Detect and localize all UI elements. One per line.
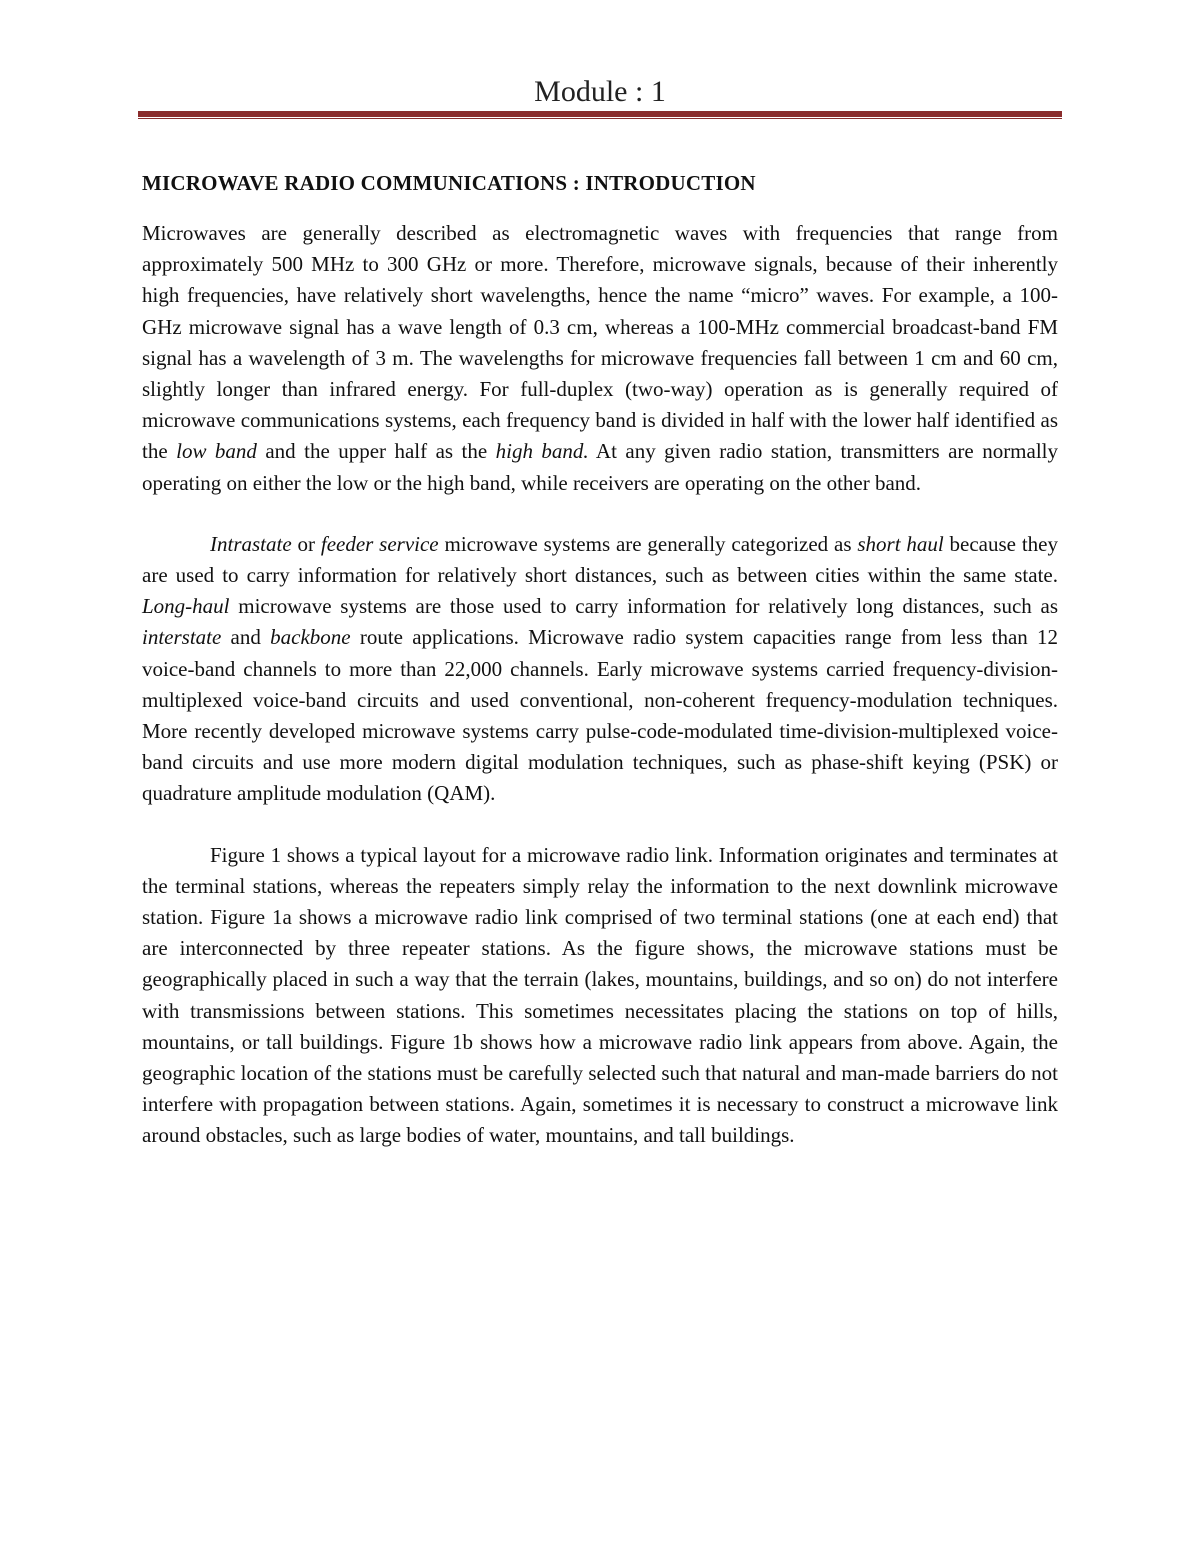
paragraph-radio-link-layout [142, 840, 1058, 1152]
paragraph-introduction [142, 218, 1058, 499]
emphasis-low-band: low band [176, 439, 257, 464]
header-rule [138, 111, 1062, 117]
section-heading: MICROWAVE RADIO COMMUNICATIONS : INTRODUCTION [142, 171, 756, 195]
emphasis-high-band: high band. [495, 439, 589, 464]
paragraph-text: and [221, 625, 271, 650]
page-header-title: Module : 1 [534, 75, 666, 108]
paragraph-text: Figure 1 shows a typical layout for a microwave radio link. Information originates and terminates at the terminal stations, whereas the repeaters simply relay the information to the next downlink microwave station. Figure 1a shows a microwave radio link comprised of two terminal stations (one at each end) that are interconnected by three repeater stations. As the figure shows, the microwave stations must be geographically placed in such a way that the terrain (lakes, mountains, buildings, and so on) do not interfere with transmissions between stations. This sometimes necessitates placing the stations on top of hills, mountains, or tall buildings. Figure 1b shows how a microwave radio link appears from above. Again, the geographic location of the stations must be carefully selected such that natural and man-made barriers do not interfere with propagation between stations. Again, sometimes it is necessary to construct a microwave link around obstacles, such as large bodies of water, mountains, and tall buildings. [142, 842, 1058, 1148]
emphasis-interstate: interstate [142, 625, 222, 650]
emphasis-backbone: backbone [270, 625, 351, 650]
paragraph-text: route applications. Microwave radio system capacities range from less than 12 voice-band channels to more than 22,000 channels. Early microwave systems carried frequency-division- multiplexed voice-band circuits and used conventional, non-coherent frequency-modulation techniques. More recently developed microwave systems carry pulse-code-modulated time-division-multiplexed voice-band circuits and use more modern digital modulation techniques, such as phase-shift keying (PSK) or quadrature amplitude modulation (QAM). [142, 625, 1059, 806]
paragraph-text: and the upper half as the [256, 439, 496, 464]
emphasis-feeder-service: feeder service [320, 531, 439, 556]
paragraph-text: microwave systems are generally categorized as [438, 531, 858, 556]
paragraph-text: At any given radio station, transmitters are normally operating on either the low or the high band, while receivers are operating on the other band. [142, 439, 1059, 495]
emphasis-short-haul: short haul [857, 531, 944, 556]
paragraph-text: microwave systems are those used to carry information for relatively long distances, such as [229, 594, 1058, 619]
document-body [142, 168, 1058, 1182]
emphasis-long-haul: Long-haul [142, 594, 230, 619]
paragraph-text: because they are used to carry information for relatively short distances, such as between cities within the same state. [142, 531, 1058, 588]
header-rule-thin [138, 118, 1062, 119]
paragraph-system-types [142, 529, 1058, 810]
emphasis-intrastate: Intrastate [210, 531, 292, 556]
paragraph-text: or [291, 531, 321, 556]
paragraph-text: Microwaves are generally described as electromagnetic waves with frequencies that range from approximately 500 MHz to 300 GHz or more. Therefore, microwave signals, because of their inherently high frequencies, have relatively short wavelengths, hence the name “micro” waves. For example, a 100-GHz microwave signal has a wave length of 0.3 cm, whereas a 100-MHz commercial broadcast-band FM signal has a wavelength of 3 m. The wavelengths for microwave frequencies fall between 1 cm and 60 cm, slightly longer than infrared energy. For full-duplex (two-way) operation as is generally required of microwave communications systems, each frequency band is divided in half with the lower half identified as the [142, 221, 1058, 464]
